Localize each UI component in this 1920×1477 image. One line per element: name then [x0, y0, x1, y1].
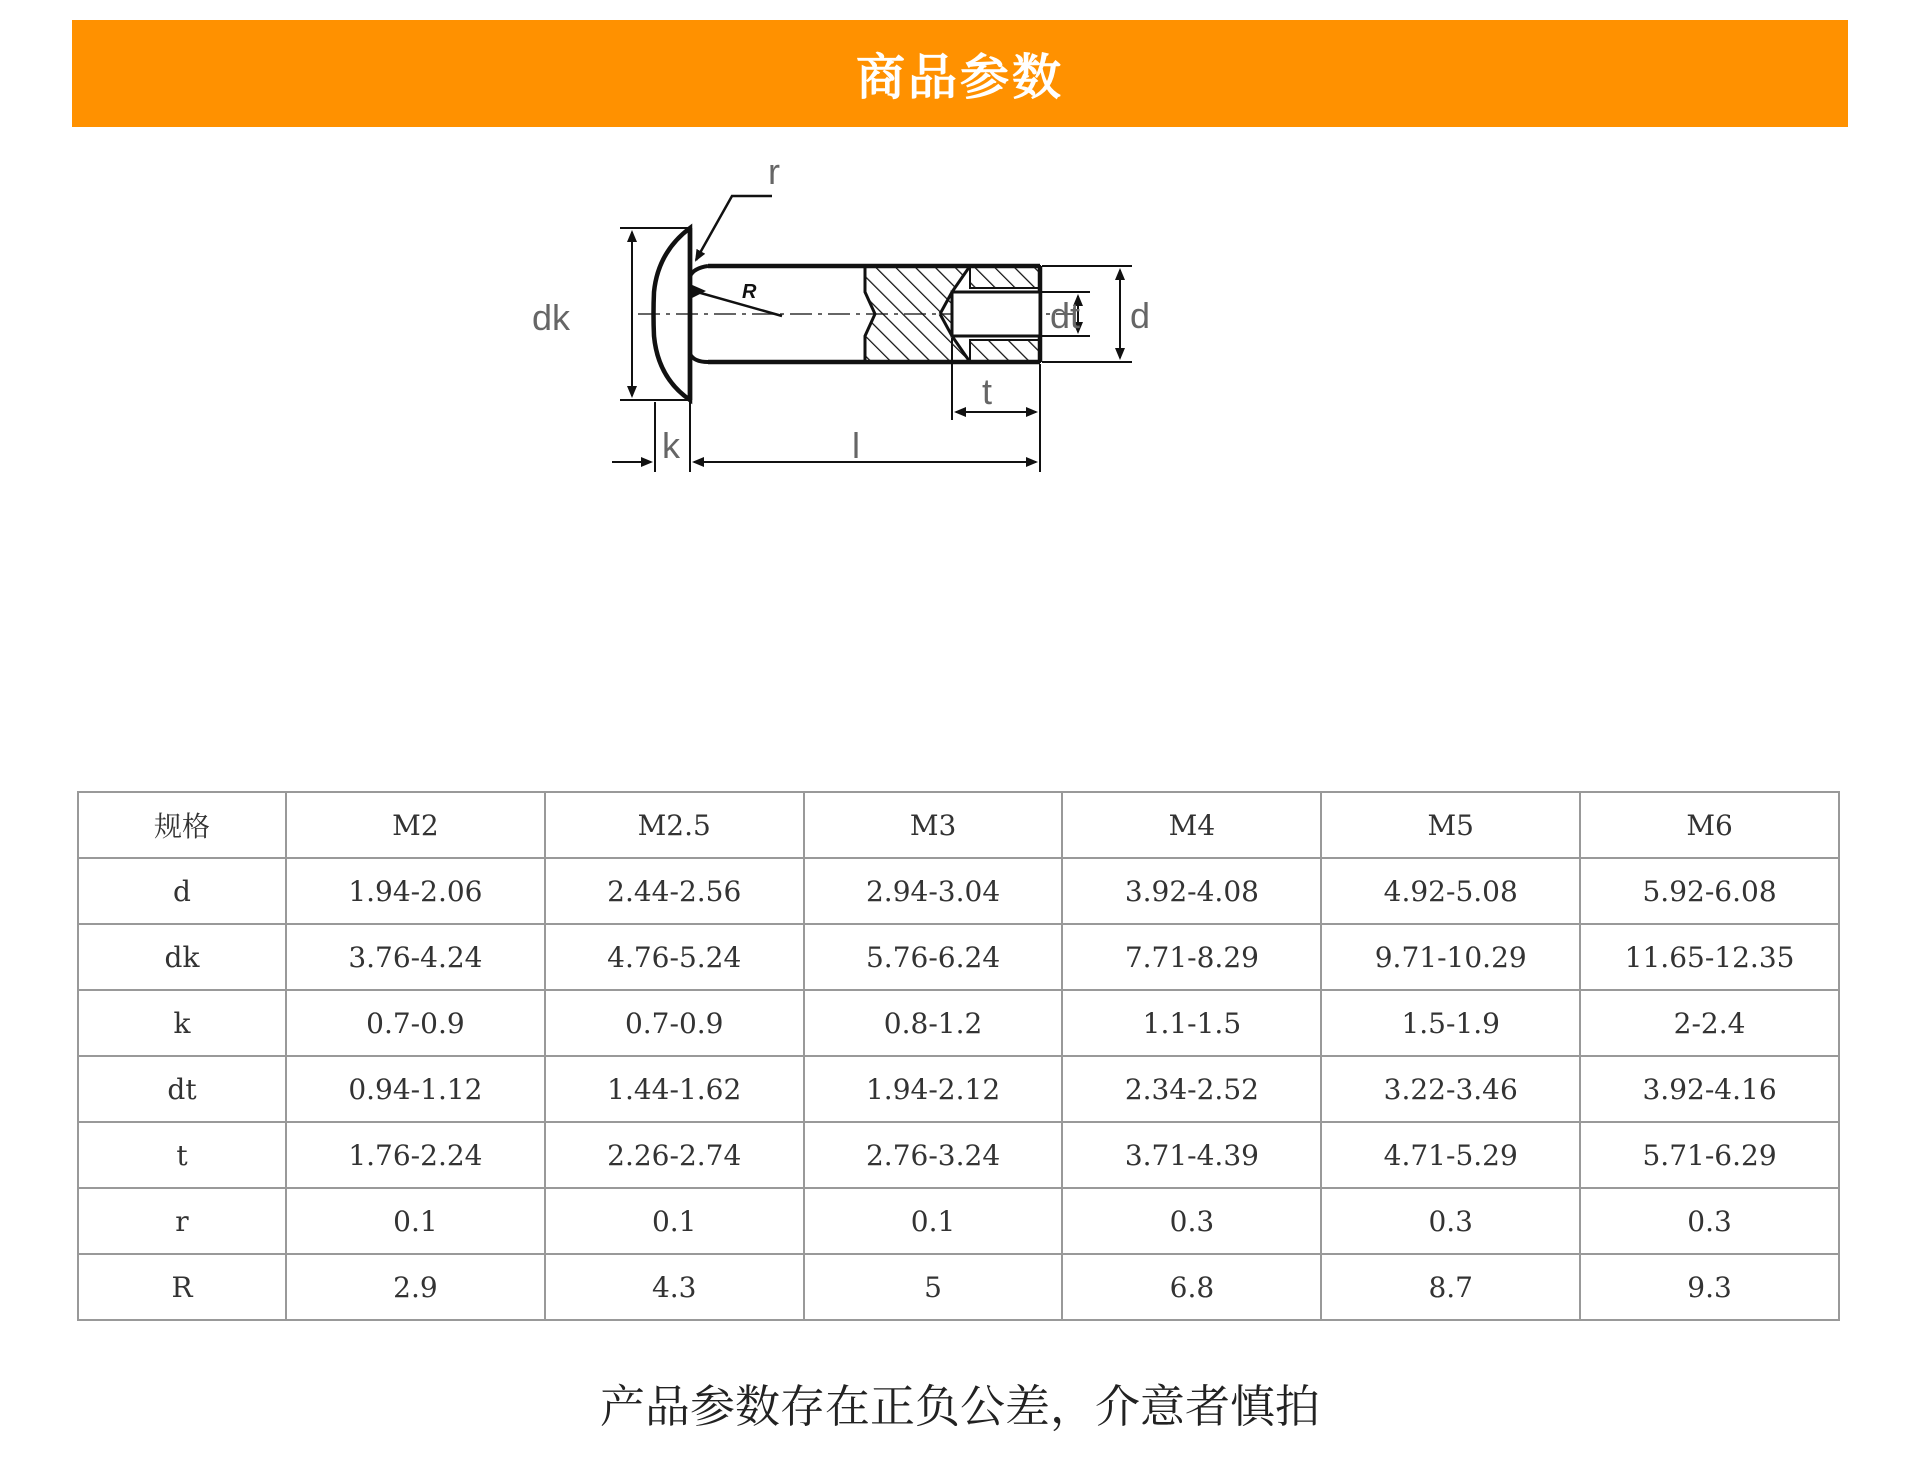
table-cell: 2.34-2.52	[1062, 1056, 1321, 1122]
table-cell: 0.3	[1062, 1188, 1321, 1254]
table-cell: 6.8	[1062, 1254, 1321, 1320]
table-cell: 3.22-3.46	[1321, 1056, 1580, 1122]
table-cell: 1.5-1.9	[1321, 990, 1580, 1056]
table-row	[78, 1254, 1839, 1320]
table-row	[78, 1122, 1839, 1188]
rivet-diagram	[520, 150, 1280, 540]
table-header-cell: 规格	[78, 792, 286, 858]
label-d: d	[1130, 295, 1151, 336]
table-row	[78, 1056, 1839, 1122]
table-cell: 11.65-12.35	[1580, 924, 1839, 990]
label-dk: dk	[532, 297, 571, 338]
table-header-cell: M4	[1062, 792, 1321, 858]
table-cell: 1.94-2.12	[804, 1056, 1063, 1122]
table-cell: 5	[804, 1254, 1063, 1320]
table-cell: 0.3	[1321, 1188, 1580, 1254]
table-cell: 0.94-1.12	[286, 1056, 545, 1122]
table-cell: dt	[78, 1056, 286, 1122]
table-cell: dk	[78, 924, 286, 990]
label-R: R	[742, 281, 757, 303]
table-cell: R	[78, 1254, 286, 1320]
table-cell: 2.44-2.56	[545, 858, 804, 924]
table-row	[78, 990, 1839, 1056]
table-cell: 3.76-4.24	[286, 924, 545, 990]
table-cell: 5.71-6.29	[1580, 1122, 1839, 1188]
table-cell: 9.3	[1580, 1254, 1839, 1320]
table-cell: 2.26-2.74	[545, 1122, 804, 1188]
table-cell: 9.71-10.29	[1321, 924, 1580, 990]
table-cell: 4.76-5.24	[545, 924, 804, 990]
table-cell: 0.1	[545, 1188, 804, 1254]
table-cell: r	[78, 1188, 286, 1254]
table-cell: 8.7	[1321, 1254, 1580, 1320]
table-cell: 0.1	[286, 1188, 545, 1254]
rivet-drawing	[520, 150, 1280, 540]
tolerance-note: 产品参数存在正负公差，介意者慎拍	[599, 1380, 1320, 1433]
table-cell: 4.71-5.29	[1321, 1122, 1580, 1188]
table-cell: 4.3	[545, 1254, 804, 1320]
table-cell: 3.71-4.39	[1062, 1122, 1321, 1188]
table-cell: 3.92-4.08	[1062, 858, 1321, 924]
table-cell: 7.71-8.29	[1062, 924, 1321, 990]
label-t: t	[982, 371, 993, 412]
table-cell: 5.92-6.08	[1580, 858, 1839, 924]
table-header-cell: M3	[804, 792, 1063, 858]
table-header-cell: M6	[1580, 792, 1839, 858]
table-cell: 3.92-4.16	[1580, 1056, 1839, 1122]
table-cell: 5.76-6.24	[804, 924, 1063, 990]
table-cell: 1.94-2.06	[286, 858, 545, 924]
label-r: r	[768, 151, 780, 192]
table-cell: d	[78, 858, 286, 924]
table-cell: 1.76-2.24	[286, 1122, 545, 1188]
table-cell: 4.92-5.08	[1321, 858, 1580, 924]
table-cell: 2.94-3.04	[804, 858, 1063, 924]
table-row	[78, 924, 1839, 990]
page-title: 商品参数	[855, 48, 1064, 106]
table-header-cell: M2	[286, 792, 545, 858]
table-cell: 0.7-0.9	[545, 990, 804, 1056]
table-cell: 2.9	[286, 1254, 545, 1320]
table-header-row	[78, 792, 1839, 858]
label-k: k	[662, 425, 680, 466]
table-cell: k	[78, 990, 286, 1056]
spec-table	[77, 791, 1840, 1321]
table-row	[78, 1188, 1839, 1254]
header-banner	[72, 20, 1848, 127]
label-l: l	[852, 425, 860, 466]
table-cell: 0.8-1.2	[804, 990, 1063, 1056]
table-cell: 2-2.4	[1580, 990, 1839, 1056]
table-row	[78, 858, 1839, 924]
table-cell: 0.1	[804, 1188, 1063, 1254]
table-header-cell: M2.5	[545, 792, 804, 858]
table-cell: 1.44-1.62	[545, 1056, 804, 1122]
table-cell: 2.76-3.24	[804, 1122, 1063, 1188]
table-cell: 0.7-0.9	[286, 990, 545, 1056]
table-cell: 1.1-1.5	[1062, 990, 1321, 1056]
table-cell: t	[78, 1122, 286, 1188]
table-cell: 0.3	[1580, 1188, 1839, 1254]
table-header-cell: M5	[1321, 792, 1580, 858]
label-dt: dt	[1050, 295, 1081, 336]
